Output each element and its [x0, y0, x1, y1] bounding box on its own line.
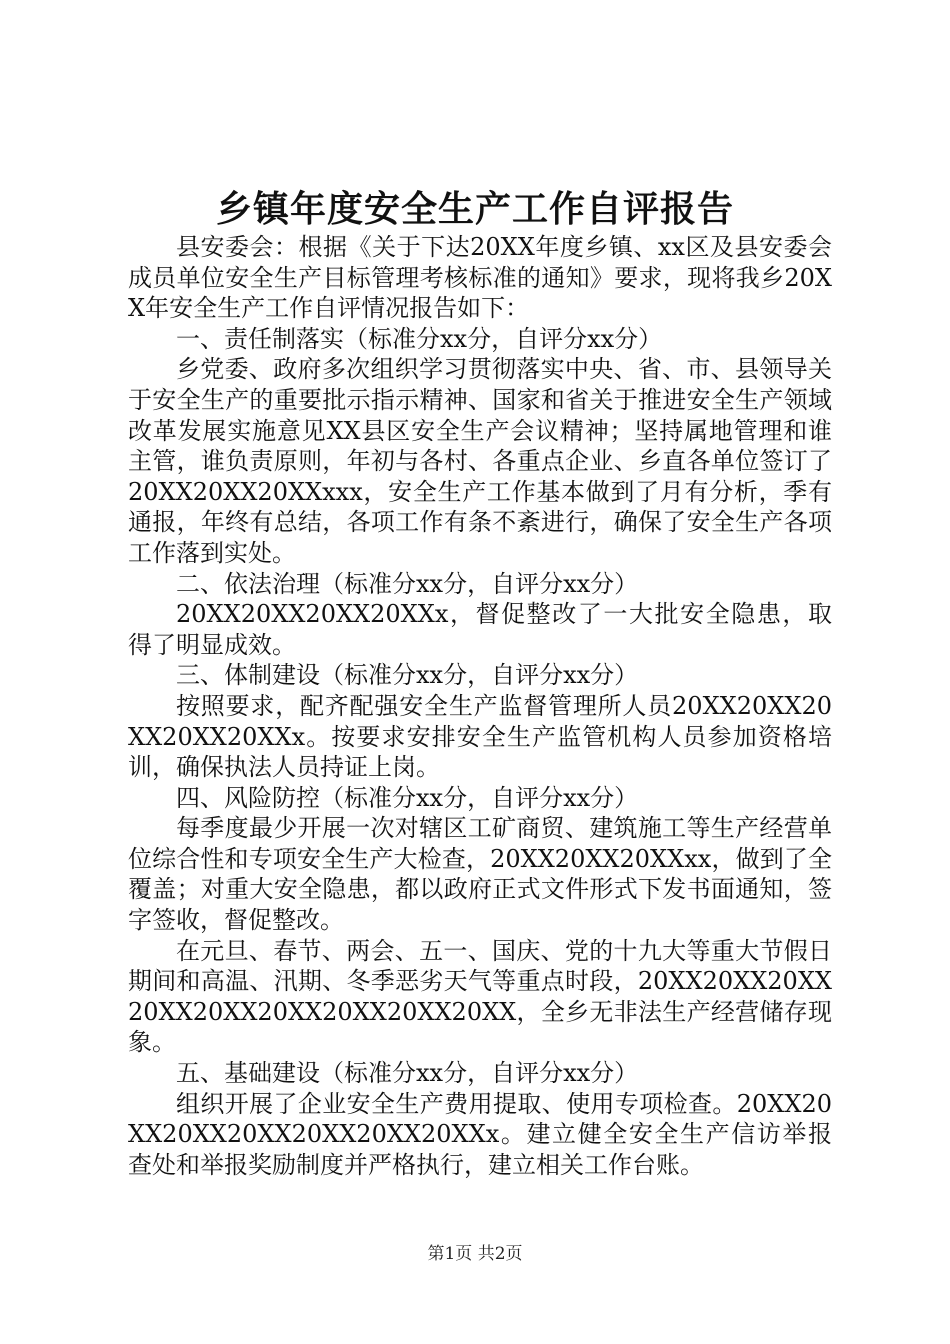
section-heading-1: 一、责任制落实（标准分xx分，自评分xx分）: [176, 324, 663, 353]
paragraph-intro: 县安委会：根据《关于下达20XX年度乡镇、xx区及县安委会成员单位安全生产目标管理考核标准的通知》要求，现将我乡20XX年安全生产工作自评情况报告如下：: [128, 233, 832, 323]
paragraph-section-2: 20XX20XX20XX20XXx，督促整改了一大批安全隐患，取得了明显成效。: [128, 600, 832, 659]
section-heading-4: 四、风险防控（标准分xx分，自评分xx分）: [176, 783, 639, 812]
section-heading-5: 五、基础建设（标准分xx分，自评分xx分）: [176, 1059, 639, 1088]
document-title: 乡镇年度安全生产工作自评报告: [215, 188, 734, 230]
paragraph-section-4b: 在元旦、春节、两会、五一、国庆、党的十九大等重大节假日期间和高温、汛期、冬季恶劣天气等重点时段，20XX20XX20XX20XX20XX20XX20XX20XX20XX，全乡无非法生产经营储存现象。: [128, 936, 832, 1057]
paragraph-section-3: 按照要求，配齐配强安全生产监督管理所人员20XX20XX20XX20XX20XXx。按要求安排安全生产监管机构人员参加资格培训，确保执法人员持证上岗。: [128, 691, 832, 782]
section-heading-2: 二、依法治理（标准分xx分，自评分xx分）: [176, 569, 639, 598]
paragraph-section-5: 组织开展了企业安全生产费用提取、使用专项检查。20XX20XX20XX20XX20XX20XX20XXx。建立健全安全生产信访举报查处和举报奖励制度并严格执行，建立相关工作台账。: [128, 1089, 832, 1179]
document-body: [128, 232, 832, 1180]
section-heading-3: 三、体制建设（标准分xx分，自评分xx分）: [176, 661, 639, 690]
paragraph-section-4a: 每季度最少开展一次对辖区工矿商贸、建筑施工等生产经营单位综合性和专项安全生产大检查，20XX20XX20XXxx，做到了全覆盖；对重大安全隐患，都以政府正式文件形式下发书面通知，签字签收，督促整改。: [128, 814, 832, 935]
paragraph-section-1: 乡党委、政府多次组织学习贯彻落实中央、省、市、县领导关于安全生产的重要批示指示精神、国家和省关于推进安全生产领域改革发展实施意见XX县区安全生产会议精神；坚持属地管理和谁主管，谁负责原则，年初与各村、各重点企业、乡直各单位签订了20XX20XX20XXxxx，安全生产工作基本做到了月有分析，季有通报，年终有总结，各项工作有条不紊进行，确保了安全生产各项工作落到实处。: [128, 355, 832, 567]
page-footer: 第1页 共2页: [427, 1244, 523, 1264]
